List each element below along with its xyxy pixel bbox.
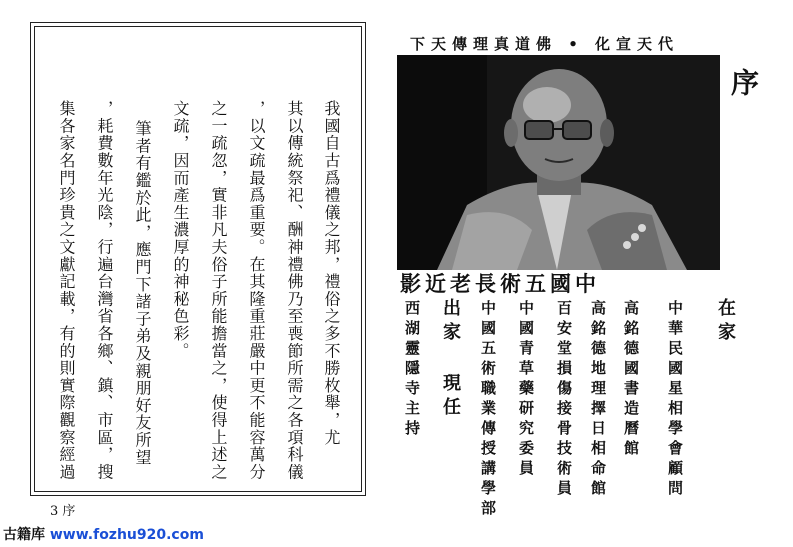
preface-column-8: 集各家名門珍貴之文獻記載，有的則實際觀察經過: [57, 100, 76, 481]
zai-jia-column-2: 高銘德國書造曆館: [622, 300, 640, 460]
photo-caption: 影近老長術五國中: [400, 271, 600, 296]
preface-column-1: 我國自古爲禮儀之邦，禮俗之多不勝枚舉，尤: [322, 100, 341, 446]
zai-jia-column-1: 中華民國星相學會顧問: [666, 300, 684, 500]
top-band-title: 下天傳理真道佛 • 化宣天代: [410, 35, 680, 53]
site-watermark: [3, 524, 204, 544]
chu-jia-column-1: 西湖靈隱寺主持: [403, 300, 421, 440]
page-number: 3 序: [50, 504, 76, 519]
preface-frame: [30, 22, 366, 496]
preface-title: 序: [727, 68, 760, 98]
monk-portrait-photo: [397, 55, 720, 270]
zai-jia-column-4: 百安堂損傷接骨技術員: [555, 300, 573, 500]
zai-jia-column-6: 中國五術職業傳授講學部: [479, 300, 497, 520]
preface-column-2: 其以傳統祭祀、酬神禮佛乃至喪節所需之各項科儀: [285, 100, 304, 481]
zai-jia-column-5: 中國青草藥研究委員: [517, 300, 535, 480]
preface-column-4: 之一疏忽，實非凡夫俗子所能擔當之，使得上述之: [209, 100, 228, 481]
watermark-url: www.fozhu920.com: [49, 527, 204, 543]
preface-column-5: 文疏，因而產生濃厚的神秘色彩。: [171, 100, 190, 360]
zai-jia-column-3: 高銘德地理擇日相命館: [589, 300, 607, 500]
heading-zai-jia: 在家: [715, 298, 736, 346]
preface-column-7: ，耗費數年光陰，行遍台灣省各鄉、鎮、市區，搜: [95, 100, 114, 481]
preface-column-3: ，以文疏最爲重要。在其隆重莊嚴中更不能容萬分: [247, 100, 266, 481]
heading-chu-jia: 出家 現任: [440, 298, 461, 421]
portrait-icon: [397, 55, 720, 270]
watermark-name: 古籍库: [3, 527, 45, 543]
preface-column-6: 筆者有鑑於此，應門下諸子弟及親朋好友所望: [133, 120, 152, 466]
